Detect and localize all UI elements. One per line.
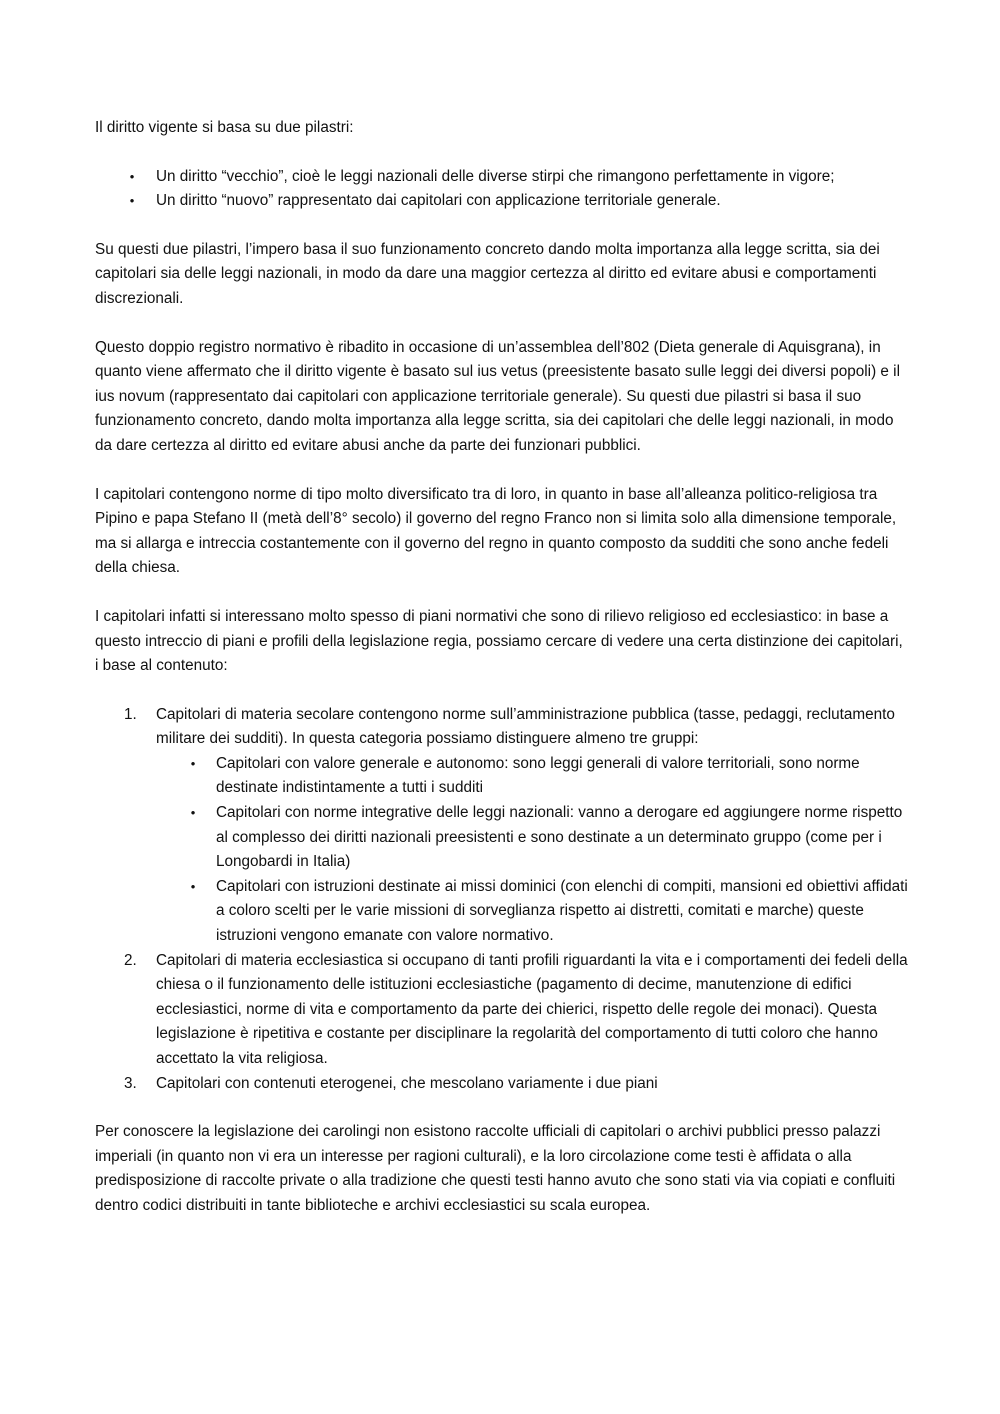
- bullet-icon: •: [190, 755, 196, 771]
- paragraph-intro: Il diritto vigente si basa su due pilastri:: [95, 119, 354, 136]
- sublist-item-text: Capitolari con istruzioni destinate ai missi dominici (con elenchi di compiti, mansioni ed obiettivi affidati a coloro scelti per le varie missioni di sorveglianza rispetto ai distretti, comitati e marche) queste istruzioni vengono emanate con valore normativo.: [216, 877, 908, 945]
- list-number: 2.: [124, 951, 137, 969]
- sublist-item: [156, 801, 910, 875]
- document-body: [95, 116, 910, 1243]
- list-item: [95, 165, 910, 190]
- paragraph-aquisgrana: Questo doppio registro normativo è ribadito in occasione di un’assemblea dell’802 (Dieta generale di Aquisgrana), in quanto viene affermato che il diritto vigente è basato sul ius vetus (preesistente basato sulle leggi dei diversi popoli) e il ius novum (rappresentato dai capitolari con applicazione territoriale generale). Su questi due pilastri si basa il suo funzionamento concreto, dando molta importanza alla legge scritta, sia dei capitolari che delle leggi nazionali, in modo da dare certezza al diritto ed evitare abusi anche da parte dei funzionari pubblici.: [95, 338, 900, 454]
- bullet-icon: •: [190, 878, 196, 894]
- sublist: [156, 752, 910, 949]
- bullet-icon: •: [129, 193, 135, 209]
- list-item-text: Capitolari di materia ecclesiastica si occupano di tanti profili riguardanti la vita e i comportamenti dei fedeli della chiesa o il funzionamento delle istituzioni ecclesiastiche (pagamento di decime, manutenzione di edifici ecclesiastici, norme di vita e comportamento da parte dei chierici, rispetto delle regole dei monaci). Questa legislazione è ripetitiva e costante per disciplinare la regolarità del comportamento di tutti coloro che hanno accettato la vita religiosa.: [156, 951, 908, 1067]
- list-item: [95, 189, 910, 214]
- list-item: [95, 949, 910, 1072]
- list-number: 1.: [124, 705, 137, 723]
- list-item: [95, 703, 910, 949]
- list-number: 3.: [124, 1074, 137, 1092]
- bullet-icon: •: [190, 805, 196, 821]
- pillars-list: [95, 165, 910, 214]
- bullet-icon: •: [129, 168, 135, 184]
- sublist-item: [156, 752, 910, 801]
- paragraph-capitolari-piani: I capitolari infatti si interessano molto spesso di piani normativi che sono di rilievo religioso ed ecclesiastico: in base a questo intreccio di piani e profili della legislazione regia, possiamo cercare di vedere una certa distinzione dei capitolari, i base al contenuto:: [95, 607, 903, 675]
- sublist-item-text: Capitolari con valore generale e autonomo: sono leggi generali di valore territoriali, sono norme destinate indistintamente a tutti i sudditi: [216, 754, 860, 797]
- list-item-text: Un diritto “vecchio”, cioè le leggi nazionali delle diverse stirpi che rimangono perfettamente in vigore;: [156, 167, 835, 185]
- paragraph-capitolari-norme: I capitolari contengono norme di tipo molto diversificato tra di loro, in quanto in base all’alleanza politico-religiosa tra Pipino e papa Stefano II (metà dell’8° secolo) il governo del regno Franco non si limita solo alla dimensione temporale, ma si allarga e intreccia costantemente con il governo del regno in quanto composto da sudditi che sono anche fedeli della chiesa.: [95, 485, 897, 577]
- categories-list: [95, 703, 910, 1097]
- paragraph-two-pillars: Su questi due pilastri, l’impero basa il suo funzionamento concreto dando molta importanza alla legge scritta, sia dei capitolari sia delle leggi nazionali, in modo da dare una maggior certezza al diritto ed evitare abusi e comportamenti discrezionali.: [95, 240, 880, 307]
- sublist-item-text: Capitolari con norme integrative delle leggi nazionali: vanno a derogare ed aggiungere norme rispetto al complesso dei diritti nazionali preesistenti e sono destinate a un determinato gruppo (come per i Longobardi in Italia): [216, 804, 903, 871]
- list-item-text: Capitolari di materia secolare contengono norme sull’amministrazione pubblica (tasse, pedaggi, reclutamento militare dei sudditi). In questa categoria possiamo distinguere almeno tre gruppi:: [156, 705, 895, 748]
- sublist-item: [156, 875, 910, 949]
- list-item: [95, 1072, 910, 1097]
- list-item-text: Capitolari con contenuti eterogenei, che mescolano variamente i due piani: [156, 1074, 658, 1092]
- paragraph-legislazione-carolingi: Per conoscere la legislazione dei carolingi non esistono raccolte ufficiali di capitolari o archivi pubblici presso palazzi imperiali (in quanto non vi era un interesse per ragioni culturali), e la loro circolazione come testi è affidata o alla predisposizione di raccolte private o alla tradizione che questi testi hanno avuto che sono stati via via copiati e confluiti dentro codici distribuiti in tante biblioteche e archivi ecclesiastici su scala europea.: [95, 1123, 896, 1214]
- list-item-text: Un diritto “nuovo” rappresentato dai capitolari con applicazione territoriale generale.: [156, 192, 721, 210]
